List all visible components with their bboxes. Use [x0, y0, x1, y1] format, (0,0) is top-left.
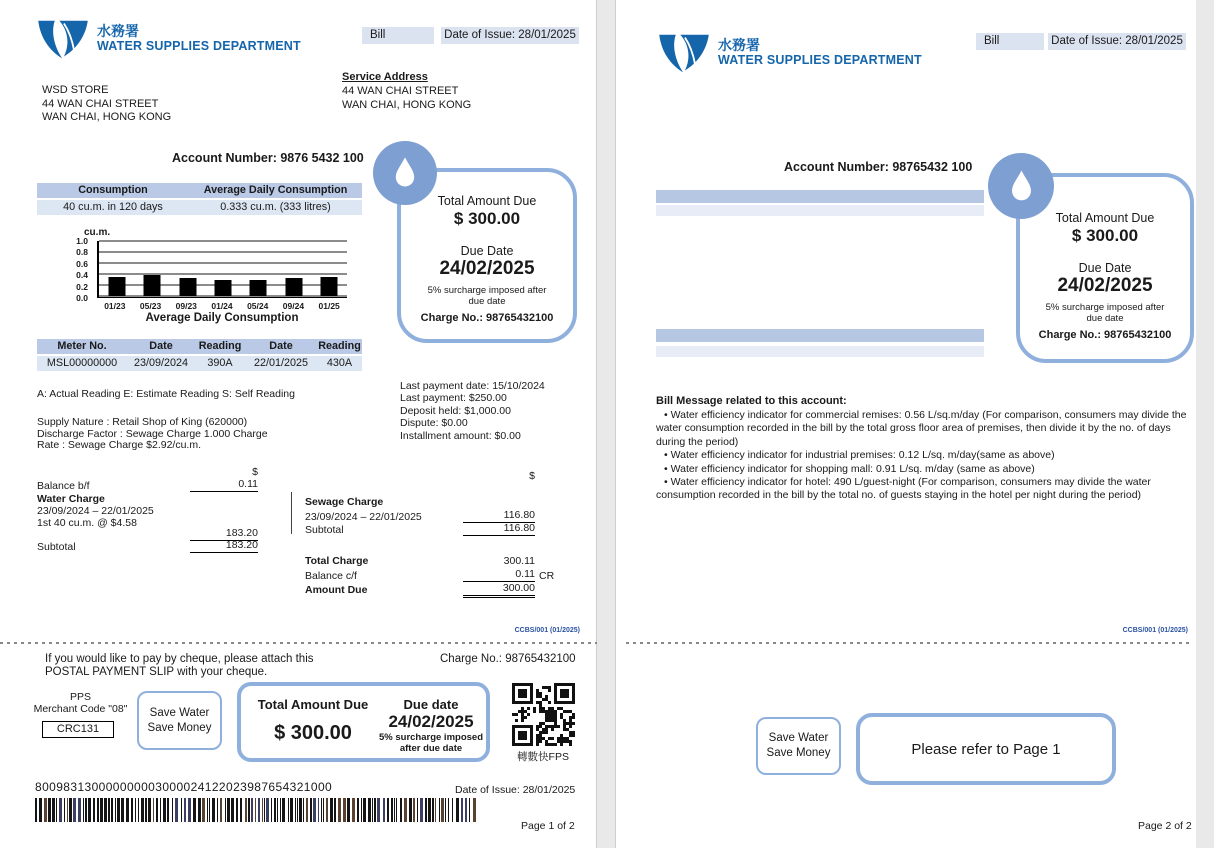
redacted-strip	[656, 205, 984, 216]
y-tick-label: 0.6	[76, 258, 88, 269]
amount-due-value: 300.00	[463, 582, 535, 598]
tear-off-dashed-line	[0, 642, 597, 644]
fps-caption: 轉數快FPS	[517, 751, 569, 763]
consumption-bar	[179, 278, 196, 296]
payment-barcode	[35, 798, 480, 827]
x-tick-label: 09/23	[175, 301, 197, 311]
bill-message-item: • Water efficiency indicator for commercial remises: 0.56 L/sq.m/day (For comparison, consumers may divide the water consumption recorded in the bill by the total gross floor area of premises, then divide it by the no. of days during the period)	[656, 409, 1196, 449]
tear-off-dashed-line	[626, 642, 1191, 644]
data-cell: 23/09/2024	[133, 357, 189, 369]
sewage-period: 23/09/2024 – 22/01/2025	[305, 511, 422, 523]
service-address	[342, 85, 471, 112]
charge-number: Charge No.: 98765432100	[1038, 329, 1172, 341]
chart-y-ticks	[64, 236, 92, 303]
cheque-note-line2: POSTAL PAYMENT SLIP with your cheque.	[45, 666, 268, 678]
pps-label: PPS	[69, 691, 91, 703]
water-charge-period: 23/09/2024 – 22/01/2025	[37, 505, 154, 517]
supply-line: Discharge Factor : Sewage Charge 1.000 Charge	[37, 427, 268, 440]
header-cell: Reading	[198, 340, 242, 352]
header-cell: Reading	[318, 340, 361, 352]
slip-due-label: Due date	[403, 697, 459, 712]
slip-charge-number: Charge No.: 98765432100	[440, 653, 576, 665]
pps-merchant-code: Merchant Code "08"	[33, 703, 128, 715]
x-tick-label: 01/25	[318, 301, 340, 311]
surcharge-note: 5% surcharge imposed after due date	[427, 285, 547, 307]
x-tick-label: 05/24	[247, 301, 269, 311]
header-cell: Consumption	[78, 184, 148, 196]
slip-amount-box	[237, 682, 490, 762]
chart-x-ticks	[97, 301, 347, 311]
bill-message-item: • Water efficiency indicator for industrial premises: 0.12 L/sq. m/day(same as above)	[656, 449, 1196, 462]
data-cell: 390A	[207, 357, 233, 369]
total-amount-due-label: Total Amount Due	[1055, 211, 1155, 225]
slip-total-value: $ 300.00	[274, 722, 352, 744]
payment-line: Last payment date: 15/10/2024	[400, 380, 545, 392]
save-water-line: Save Water	[768, 732, 829, 744]
surcharge-note: 5% surcharge imposed after due date	[1045, 302, 1165, 324]
issue-date-tag: Date of Issue: 28/01/2025	[441, 27, 579, 44]
x-tick-label: 09/24	[282, 301, 305, 311]
crc-code-box: CRC131	[42, 721, 114, 738]
supply-info	[37, 417, 268, 452]
save-water-line: Save Money	[766, 747, 831, 759]
wsd-logo-icon	[35, 18, 91, 62]
header-cell: Meter No.	[57, 340, 107, 352]
page-number: Page 2 of 2	[1138, 820, 1192, 832]
data-cell: 22/01/2025	[253, 357, 309, 369]
water-drop-icon	[388, 154, 422, 192]
address-line: WSD STORE	[42, 84, 109, 96]
due-date-value: 24/02/2025	[1057, 275, 1153, 296]
form-code: CCBS/001 (01/2025)	[514, 627, 580, 634]
header-cell: Date	[149, 340, 173, 352]
pps-merchant-info	[28, 691, 133, 715]
x-tick-label: 01/23	[104, 301, 126, 311]
data-cell: 40 cu.m. in 120 days	[63, 201, 163, 213]
y-tick-label: 0.8	[76, 247, 88, 258]
bill-message-list	[656, 409, 1196, 503]
payment-info	[400, 380, 545, 442]
refer-to-page1-box: Please refer to Page 1	[856, 713, 1116, 785]
water-charge-amount: 183.20	[190, 527, 258, 541]
gridline	[99, 262, 347, 264]
header-cell: Average Daily Consumption	[203, 184, 348, 196]
bill-type-tag: Bill	[362, 27, 434, 44]
form-code: CCBS/001 (01/2025)	[1122, 627, 1188, 634]
slip-issue-date: Date of Issue: 28/01/2025	[455, 784, 576, 796]
payment-line: Dispute: $0.00	[400, 417, 468, 430]
bill-message-item: • Water efficiency indicator for shopping mall: 0.91 L/sq. m/day (same as above)	[656, 463, 1196, 476]
page-number: Page 1 of 2	[521, 820, 575, 832]
water-drop-badge	[373, 141, 437, 205]
charge-number: Charge No.: 98765432100	[420, 312, 554, 324]
total-amount-due-value: $ 300.00	[453, 209, 521, 228]
meter-table-row	[37, 356, 362, 371]
balance-bf-label: Balance b/f	[37, 480, 90, 492]
y-tick-label: 0.0	[76, 293, 88, 303]
account-number: Account Number: 9876 5432 100	[172, 151, 364, 165]
redacted-strip	[656, 190, 984, 203]
dept-name-chinese: 水務署	[718, 37, 760, 53]
reading-legend: A: Actual Reading E: Estimate Reading S: Self Reading	[37, 388, 295, 400]
subtotal-value-left: 183.20	[190, 539, 258, 553]
total-amount-due-label: Total Amount Due	[437, 194, 537, 208]
barcode-number: 800983130000000003000024122023987654321000	[35, 780, 333, 794]
due-date-label: Due Date	[1078, 261, 1132, 275]
payment-line: Installment amount: $0.00	[400, 429, 521, 442]
slip-surcharge-note: 5% surcharge imposed after due date	[378, 732, 483, 754]
total-charge-value: 300.11	[503, 555, 535, 567]
save-water-box	[137, 691, 222, 750]
chart-title: Average Daily Consumption	[145, 312, 299, 324]
balance-cf-label: Balance c/f	[305, 570, 357, 582]
data-cell: 0.333 cu.m. (333 litres)	[220, 201, 331, 213]
consumption-table-header	[37, 183, 362, 198]
payment-line: Deposit held: $1,000.00	[400, 404, 511, 417]
gridline	[99, 273, 347, 275]
balance-cf-value: 0.11	[463, 568, 535, 582]
water-charge-tier: 1st 40 cu.m. @ $4.58	[37, 517, 137, 529]
sewage-charge-label: Sewage Charge	[305, 496, 384, 508]
consumption-bar	[144, 275, 161, 296]
bill-message-item: • Water efficiency indicator for hotel: 490 L/guest-night (For comparison, consumers may divide the water consumption recorded in the bill by the total no. of guests staying in the hotel per night during the period)	[656, 476, 1196, 503]
chart-y-axis-label: cu.m.	[84, 227, 111, 238]
dept-name-chinese: 水務署	[97, 23, 139, 39]
account-number: Account Number: 98765432 100	[784, 160, 973, 174]
bill-page-2	[615, 0, 1196, 848]
fps-qr-code	[512, 683, 575, 746]
y-tick-label: 1.0	[76, 236, 88, 246]
total-amount-due-value: $ 300.00	[1071, 226, 1139, 245]
balance-bf-value: 0.11	[190, 478, 258, 492]
customer-address	[42, 84, 171, 125]
y-tick-label: 0.2	[76, 281, 88, 292]
y-tick-label: 0.4	[76, 270, 88, 281]
water-drop-icon	[1004, 167, 1039, 206]
consumption-chart	[97, 241, 347, 298]
subtotal-label-left: Subtotal	[37, 541, 76, 553]
save-water-box	[756, 717, 841, 775]
consumption-bar	[108, 277, 125, 296]
dept-name-english: WATER SUPPLIES DEPARTMENT	[97, 39, 301, 53]
due-date-label: Due Date	[460, 244, 514, 258]
bill-page-1	[0, 0, 597, 848]
gridline	[99, 251, 347, 253]
cheque-note-line1: If you would like to pay by cheque, please attach this	[45, 653, 314, 665]
supply-line: Supply Nature : Retail Shop of King (620000)	[37, 416, 248, 428]
slip-due-value: 24/02/2025	[388, 712, 474, 731]
sewage-amount: 116.80	[463, 509, 535, 523]
address-line: WAN CHAI, HONG KONG	[42, 111, 172, 123]
bill-message-title: Bill Message related to this account:	[656, 395, 847, 407]
redacted-strip	[656, 346, 984, 357]
header-cell: Date	[269, 340, 293, 352]
subtotal-value-right: 116.80	[463, 522, 535, 536]
consumption-bar	[285, 278, 302, 296]
amount-due-label: Amount Due	[305, 584, 368, 596]
cr-suffix: CR	[539, 570, 555, 582]
data-cell: MSL00000000	[46, 357, 118, 369]
x-tick-label: 05/23	[139, 301, 162, 311]
meter-table-header	[37, 339, 362, 354]
address-line: 44 WAN CHAI STREET	[42, 97, 159, 110]
data-cell: 430A	[326, 357, 353, 369]
gridline	[99, 240, 347, 242]
slip-total-label: Total Amount Due	[257, 697, 369, 712]
payment-line: Last payment: $250.00	[400, 392, 507, 405]
x-tick-label: 01/24	[211, 301, 233, 311]
currency-header-right: $	[529, 470, 535, 482]
dept-name-english: WATER SUPPLIES DEPARTMENT	[718, 53, 922, 67]
consumption-bar	[321, 277, 338, 296]
currency-header-left: $	[252, 466, 258, 478]
address-line: WAN CHAI, HONG KONG	[342, 98, 472, 111]
wsd-logo-icon	[656, 32, 712, 76]
consumption-table-row	[37, 200, 362, 215]
consumption-bar	[250, 280, 267, 296]
save-water-line: Save Money	[147, 721, 212, 734]
issue-date-tag: Date of Issue: 28/01/2025	[1048, 33, 1186, 50]
supply-line: Rate : Sewage Charge $2.92/cu.m.	[37, 439, 202, 451]
consumption-bar	[215, 280, 232, 296]
water-charge-label: Water Charge	[37, 493, 105, 505]
due-date-value: 24/02/2025	[439, 258, 535, 279]
service-address-label: Service Address	[342, 71, 428, 83]
redacted-strip	[656, 329, 984, 342]
water-drop-badge	[988, 153, 1054, 219]
address-line: 44 WAN CHAI STREET	[342, 85, 459, 97]
save-water-line: Save Water	[149, 706, 210, 719]
column-divider	[291, 492, 292, 534]
total-charge-label: Total Charge	[305, 555, 369, 567]
subtotal-label-right: Subtotal	[305, 524, 344, 536]
bill-type-tag: Bill	[976, 33, 1044, 50]
